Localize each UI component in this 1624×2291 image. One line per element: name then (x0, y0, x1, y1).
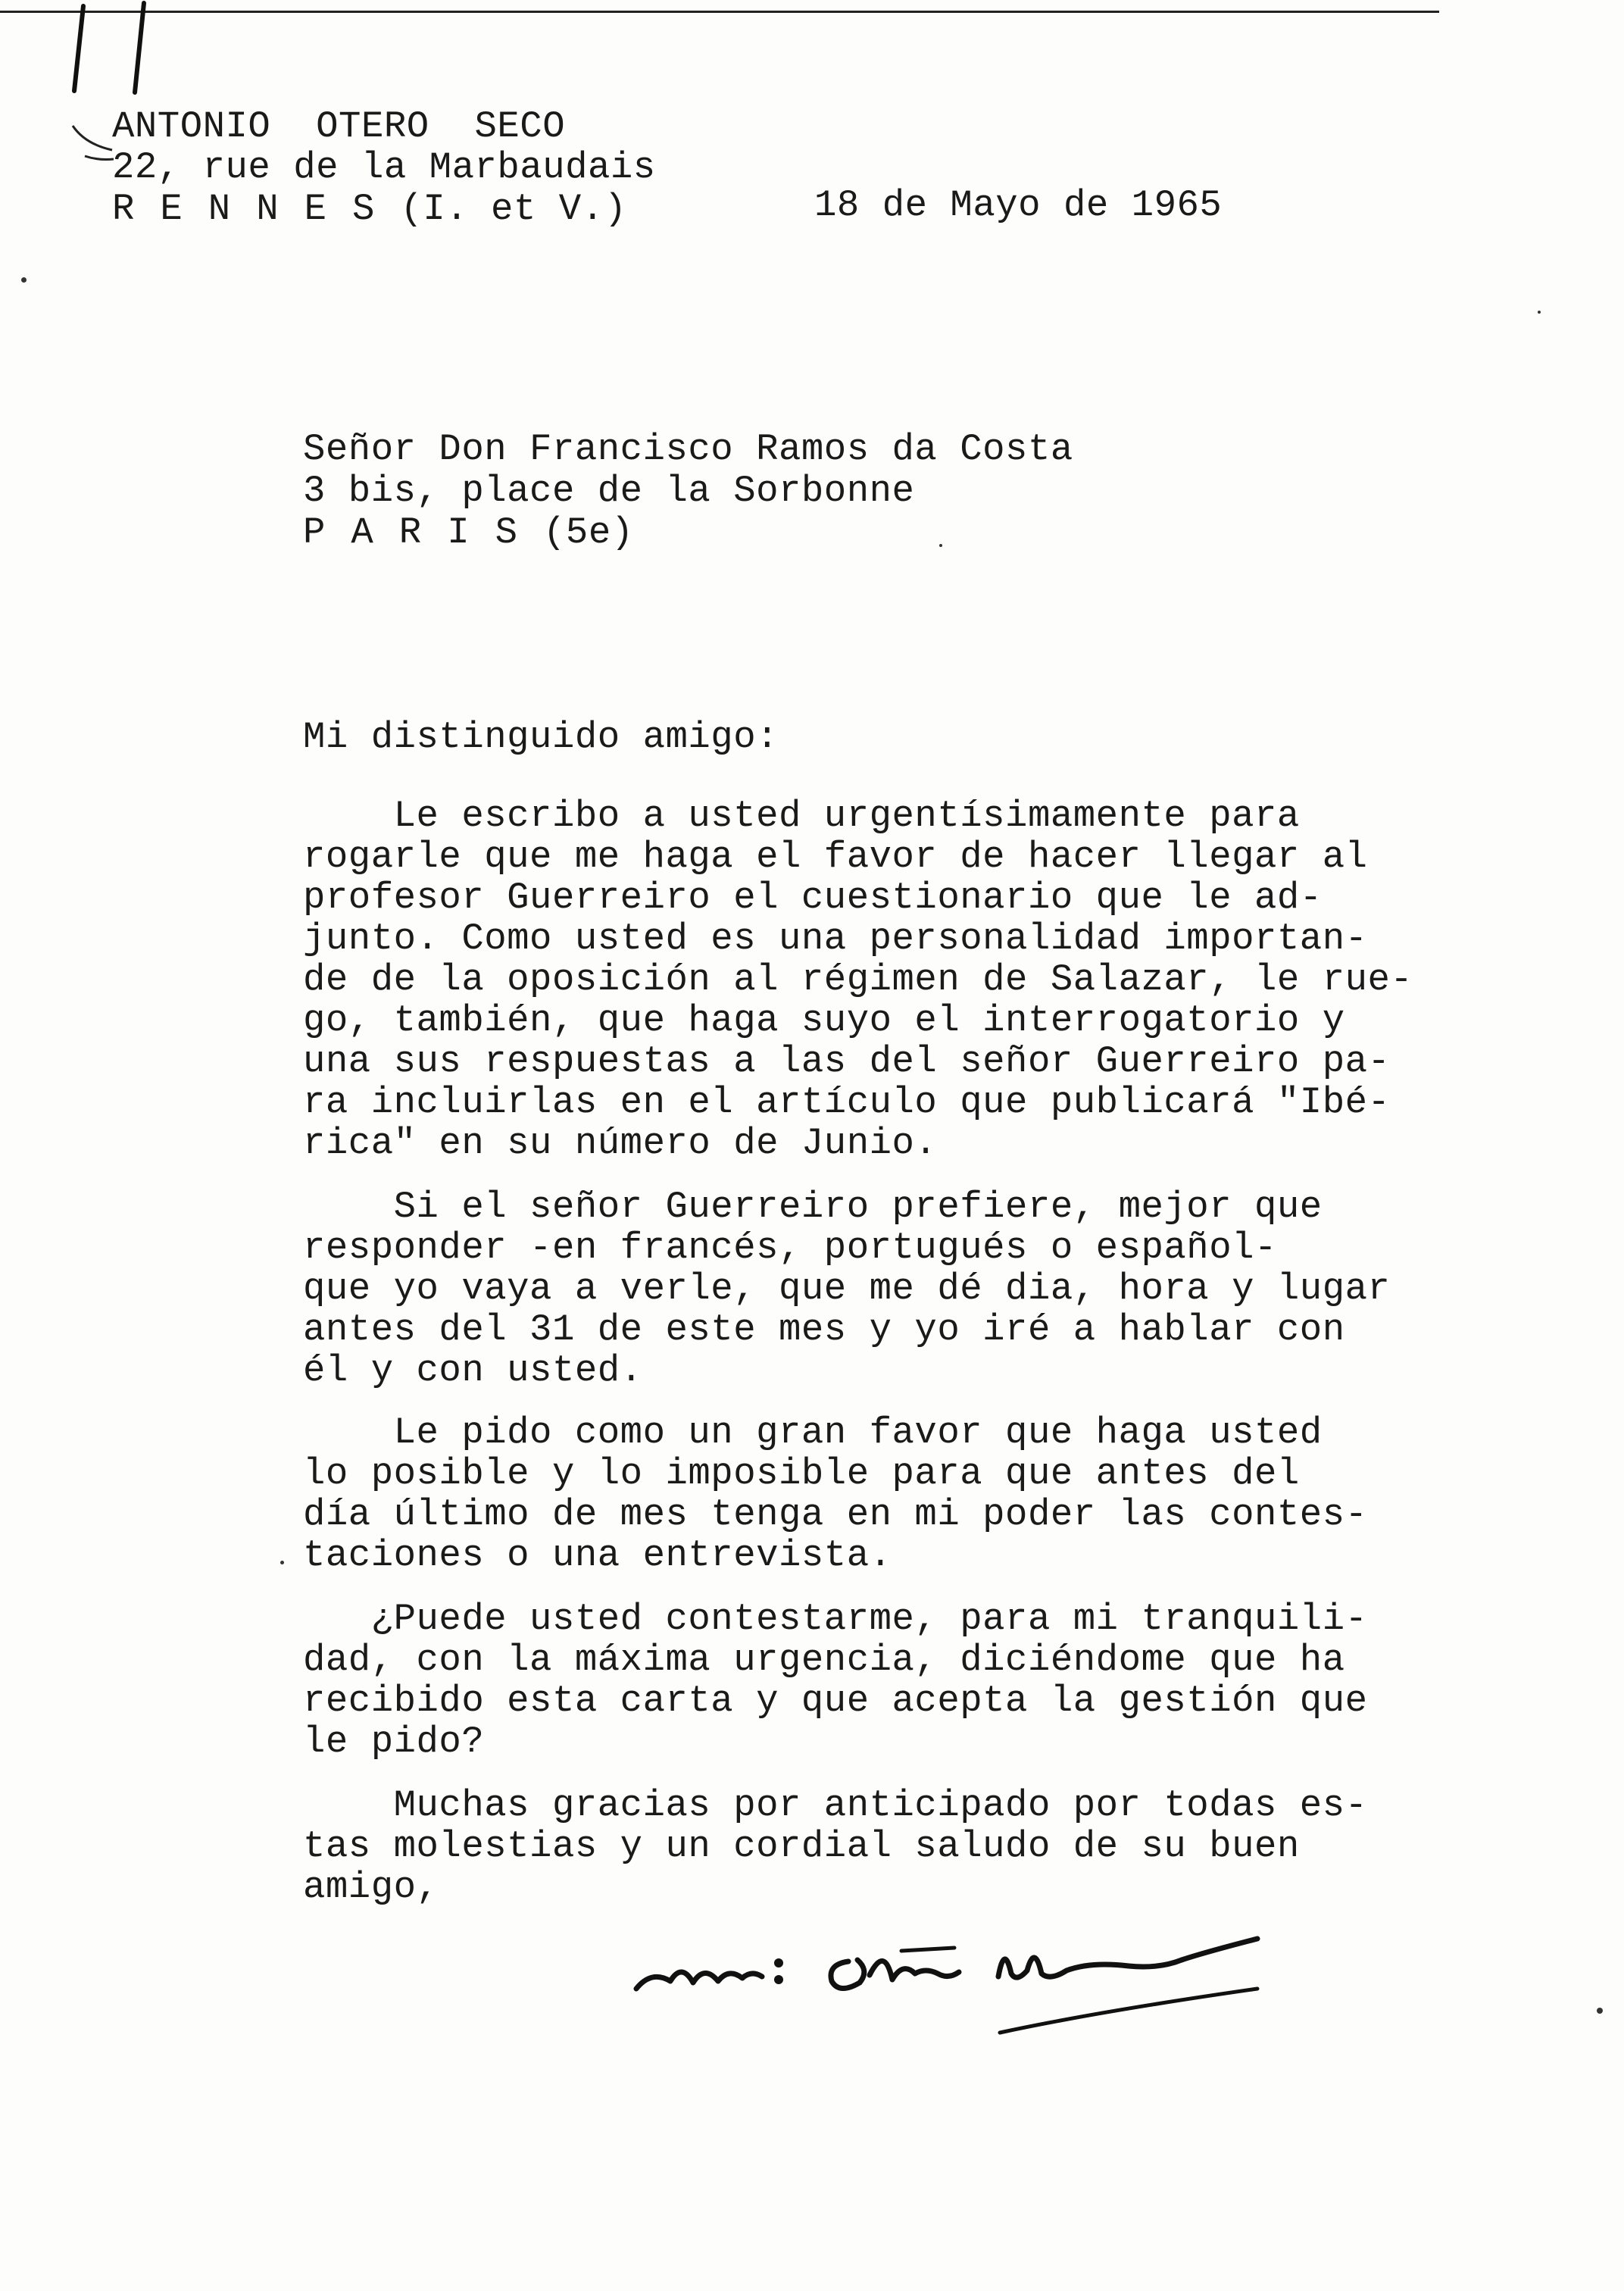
paragraph-line: le pido? (303, 1721, 485, 1763)
scan-speck (1538, 311, 1541, 314)
sender-city: RENNES (112, 188, 401, 230)
paragraph-line: lo posible y lo imposible para que antes del (303, 1452, 1300, 1495)
paragraph-line: rogarle que me haga el favor de hacer llegar al (303, 836, 1368, 878)
paragraph-line: una sus respuestas a las del señor Guerreiro pa- (303, 1040, 1391, 1083)
paragraph-line: Muchas gracias por anticipado por todas es- (303, 1784, 1368, 1827)
paragraph-line: taciones o una entrevista. (303, 1534, 892, 1577)
paragraph-line: profesor Guerreiro el cuestionario que le ad- (303, 877, 1323, 919)
recipient-line2: 3 bis, place de la Sorbonne (303, 470, 915, 512)
paragraph-line: dad, con la máxima urgencia, diciéndome que ha (303, 1639, 1345, 1681)
paragraph-line: Le pido como un gran favor que haga usted (303, 1411, 1323, 1454)
sender-region: (I. et V.) (400, 188, 627, 230)
paragraph-line: que yo vaya a verle, que me dé dia, hora y lugar (303, 1267, 1391, 1310)
paragraph-line: go, también, que haga suyo el interrogatorio y (303, 999, 1345, 1042)
paragraph-line: día último de mes tenga en mi poder las contes- (303, 1493, 1368, 1536)
scan-speck (1597, 2008, 1603, 2014)
sender-name: ANTONIO OTERO SECO (112, 105, 566, 148)
scan-speck (21, 277, 27, 283)
recipient-city: PARIS (303, 511, 544, 554)
handwritten-signature-icon (629, 1898, 1280, 2042)
paragraph-line: amigo, (303, 1866, 439, 1908)
paragraph-line: recibido esta carta y que acepta la gestión que (303, 1680, 1368, 1722)
paragraph-line: junto. Como usted es una personalidad importan- (303, 917, 1368, 960)
paragraph-line: Si el señor Guerreiro prefiere, mejor que (303, 1186, 1323, 1228)
paragraph-line: él y con usted. (303, 1349, 643, 1392)
salutation: Mi distinguido amigo: (303, 716, 779, 758)
paragraph-line: antes del 31 de este mes y yo iré a hablar con (303, 1308, 1345, 1351)
paragraph-line: ¿Puede usted contestarme, para mi tranquili- (303, 1598, 1368, 1640)
paragraph-line: ra incluirlas en el artículo que publicará "Ibé- (303, 1081, 1391, 1124)
paragraph-line: de de la oposición al régimen de Salazar, le rue- (303, 958, 1413, 1001)
paragraph-line: tas molestias y un cordial saludo de su buen (303, 1825, 1300, 1867)
sender-street: 22, rue de la Marbaudais (112, 146, 656, 189)
recipient-district: (5e) (543, 511, 634, 554)
scan-speck (939, 544, 942, 547)
recipient-city-line (303, 512, 634, 553)
paragraph-line: responder -en francés, portugués o español- (303, 1227, 1277, 1269)
scan-speck (280, 1561, 284, 1564)
paragraph-line: rica" en su número de Junio. (303, 1122, 938, 1164)
letter-date: 18 de Mayo de 1965 (814, 184, 1223, 227)
recipient-line1: Señor Don Francisco Ramos da Costa (303, 428, 1073, 470)
sender-city-line (112, 189, 627, 230)
paragraph-line: Le escribo a usted urgentísimamente para (303, 795, 1300, 837)
